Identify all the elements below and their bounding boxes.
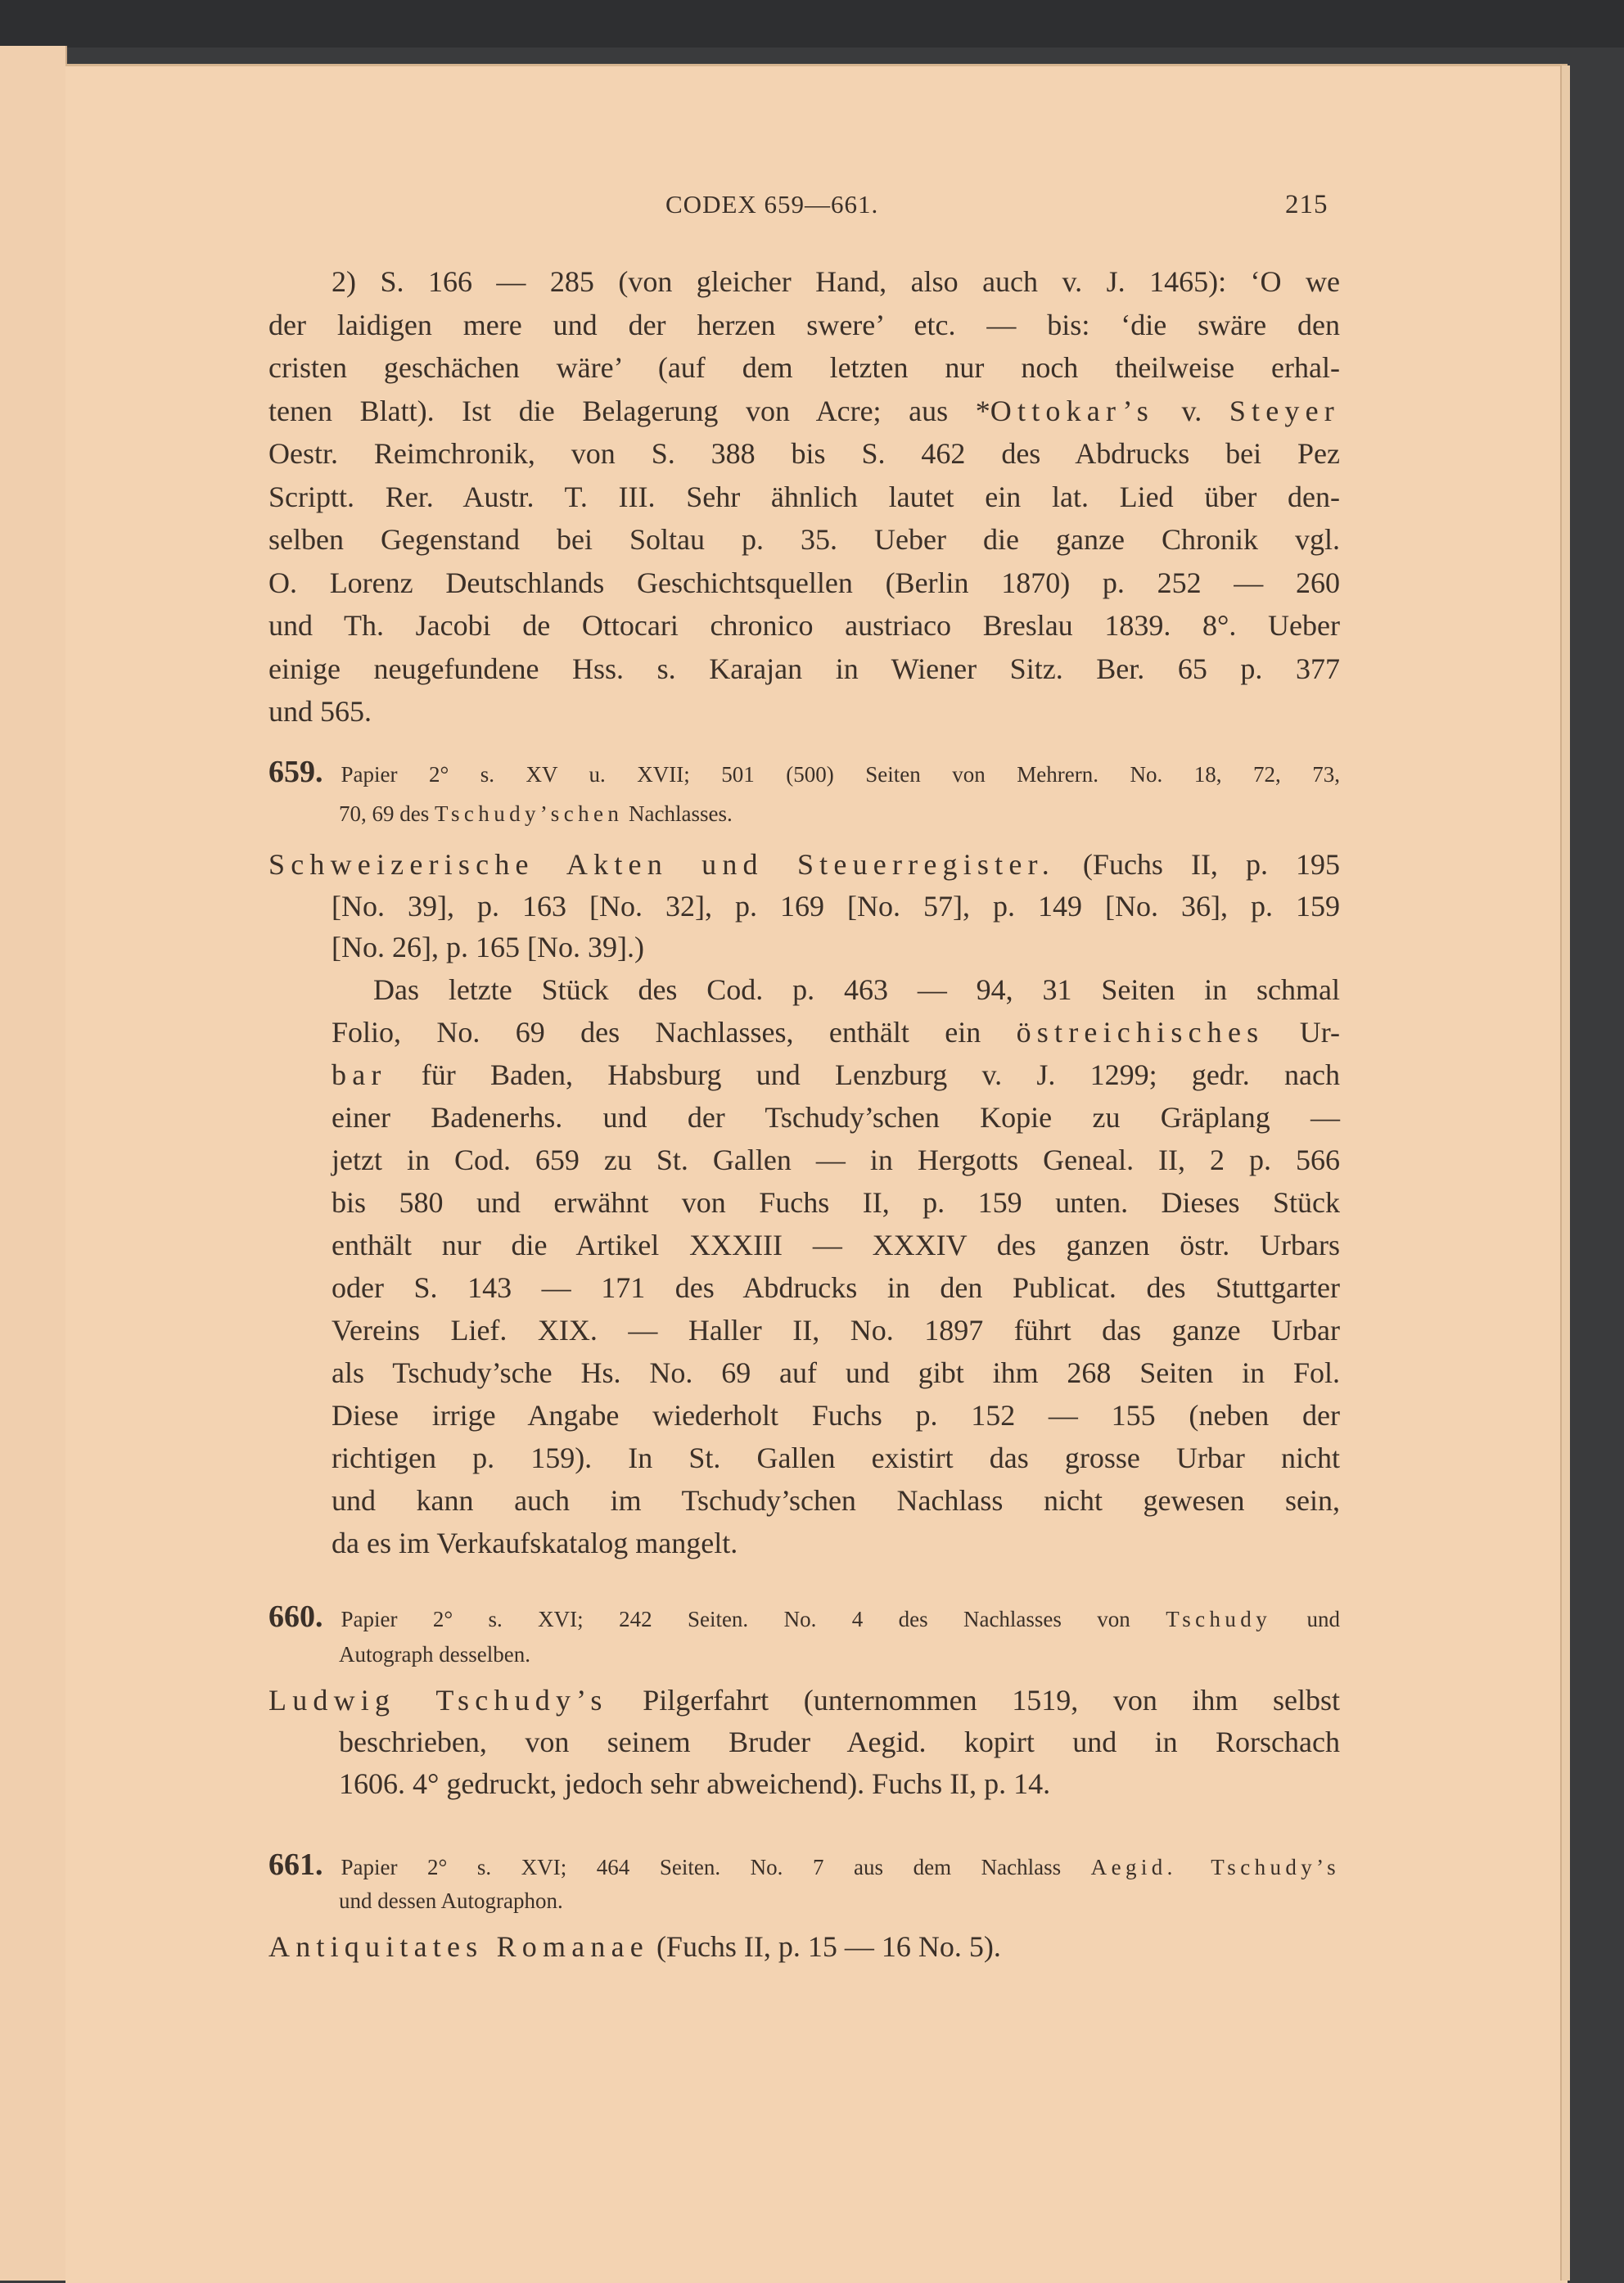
text-segment: und kann auch im Tschudy’schen Nachlass nicht gewesen sein, (332, 1484, 1340, 1517)
spaced-text-segment: Ottokar’s (990, 394, 1154, 427)
text-segment: da es im Verkaufskatalog mangelt. (332, 1527, 738, 1559)
text-line (332, 1181, 1340, 1224)
text-segment: und dessen Autographon. (339, 1888, 563, 1913)
text-segment: enthält nur die Artikel XXXIII — XXXIV des ganzen östr. Urbars (332, 1229, 1340, 1261)
text-line (332, 260, 1340, 304)
spaced-text-segment: Antiquitates Romanae (268, 1930, 649, 1963)
page-edge (1560, 65, 1570, 2281)
spaced-text-segment: Ludwig Tschudy’s (268, 1684, 608, 1717)
text-segment: 70, 69 des (339, 801, 435, 826)
text-segment: tenen Blatt). Ist die Belagerung von Acre; aus * (268, 394, 990, 427)
text-line (332, 1351, 1340, 1394)
text-segment: für Baden, Habsburg und Lenzburg v. J. 1299; gedr. nach (386, 1058, 1340, 1091)
text-line (332, 927, 1340, 968)
spaced-text-segment: Aegid. Tschudy’s (1090, 1855, 1340, 1879)
text-segment: und Th. Jacobi de Ottocari chronico austriaco Breslau 1839. 8°. Ueber (268, 609, 1340, 642)
text-line (268, 476, 1340, 519)
text-line (268, 844, 1340, 886)
text-line (268, 751, 1340, 796)
text-line (332, 1266, 1340, 1309)
text-line (332, 1394, 1340, 1437)
text-segment: cristen geschächen wäre’ (auf dem letzten nur noch theilweise erhal- (268, 351, 1340, 384)
text-segment: Scriptt. Rer. Austr. T. III. Sehr ähnlich lautet ein lat. Lied über den- (268, 480, 1340, 513)
codex-number: 661. (268, 1848, 323, 1882)
text-segment: jetzt in Cod. 659 zu St. Gallen — in Hergotts Geneal. II, 2 p. 566 (332, 1144, 1340, 1176)
text-segment: Folio, No. 69 des Nachlasses, enthält ein (332, 1016, 1017, 1049)
text-segment: bis 580 und erwähnt von Fuchs II, p. 159 unten. Dieses Stück (332, 1186, 1340, 1219)
text-line (373, 968, 1340, 1011)
text-line (332, 1011, 1340, 1054)
text-line (332, 1139, 1340, 1181)
text-line (268, 604, 1340, 647)
text-line (332, 1309, 1340, 1351)
scan-background-top (0, 0, 1624, 47)
text-segment: O. Lorenz Deutschlands Geschichtsquellen (Berlin 1870) p. 252 — 260 (268, 566, 1340, 599)
text-segment: der laidigen mere und der herzen swere’ etc. — bis: ‘die swäre den (268, 308, 1340, 341)
text-segment: Pilgerfahrt (unternommen 1519, von ihm selbst (607, 1684, 1340, 1717)
page-number: 215 (1285, 190, 1329, 219)
spaced-text-segment: bar (332, 1058, 387, 1091)
text-line (339, 793, 1340, 835)
text-line (332, 1224, 1340, 1266)
text-line (268, 562, 1340, 605)
text-line (332, 1479, 1340, 1522)
text-segment: 2) S. 166 — 285 (von gleicher Hand, also auch v. J. 1465): ‘O we (332, 265, 1340, 298)
text-line (268, 1598, 1340, 1638)
text-segment: Diese irrige Angabe wiederholt Fuchs p. 152 — 155 (neben der (332, 1399, 1340, 1432)
text-line (268, 1680, 1340, 1721)
text-segment: v. (1153, 394, 1229, 427)
text-segment: einige neugefundene Hss. s. Karajan in Wiener Sitz. Ber. 65 p. 377 (268, 652, 1340, 685)
text-line (332, 1437, 1340, 1479)
text-segment: und 565. (268, 695, 372, 728)
text-segment: (Fuchs II, p. 195 (1054, 848, 1340, 881)
text-line (332, 1096, 1340, 1139)
text-segment: und (1271, 1607, 1340, 1631)
text-line (332, 886, 1340, 927)
spaced-text-segment: Schweizerische Akten und Steuerregister. (268, 848, 1055, 881)
text-segment: als Tschudy’sche Hs. No. 69 auf und gibt ihm 268 Seiten in Fol. (332, 1356, 1340, 1389)
running-header: CODEX 659—661. (665, 190, 879, 219)
text-line (268, 647, 1340, 691)
spaced-text-segment: Tschudy’schen (435, 801, 624, 826)
text-segment: Papier 2° s. XVI; 242 Seiten. No. 4 des Nachlasses von (341, 1607, 1166, 1631)
text-segment: Oestr. Reimchronik, von S. 388 bis S. 462 des Abdrucks bei Pez (268, 437, 1340, 470)
codex-number: 660. (268, 1599, 323, 1634)
text-segment: einer Badenerhs. und der Tschudy’schen Kopie zu Gräplang — (332, 1101, 1340, 1134)
previous-page-edge (0, 46, 67, 2281)
text-segment: [No. 39], p. 163 [No. 32], p. 169 [No. 57], p. 149 [No. 36], p. 159 (332, 889, 1340, 923)
text-segment: (Fuchs II, p. 15 — 16 No. 5). (648, 1930, 1001, 1963)
text-segment: selben Gegenstand bei Soltau p. 35. Ueber die ganze Chronik vgl. (268, 523, 1340, 556)
text-segment: Das letzte Stück des Cod. p. 463 — 94, 31 Seiten in schmal (373, 973, 1340, 1006)
text-segment: richtigen p. 159). In St. Gallen existirt das grosse Urbar nicht (332, 1442, 1340, 1474)
spaced-text-segment: Steyer (1229, 394, 1340, 427)
text-segment: beschrieben, von seinem Bruder Aegid. kopirt und in Rorschach (339, 1726, 1340, 1758)
text-line (332, 1522, 1340, 1564)
spaced-text-segment: östreichisches (1016, 1016, 1265, 1049)
text-line (268, 518, 1340, 562)
text-segment: oder S. 143 — 171 des Abdrucks in den Publicat. des Stuttgarter (332, 1271, 1340, 1304)
text-line (268, 432, 1340, 476)
text-segment: Autograph desselben. (339, 1642, 530, 1667)
text-segment: Papier 2° s. XV u. XVII; 501 (500) Seiten von Mehrern. No. 18, 72, 73, (341, 762, 1340, 787)
text-line (332, 1054, 1340, 1096)
text-line (339, 1721, 1340, 1763)
text-line (339, 1636, 1340, 1673)
text-segment: Nachlasses. (623, 801, 733, 826)
codex-number: 659. (268, 755, 323, 789)
text-line (268, 304, 1340, 347)
text-line (339, 1763, 1340, 1805)
text-line (268, 390, 1340, 433)
text-line (268, 346, 1340, 390)
text-line (268, 1925, 1340, 1968)
text-line (268, 690, 1340, 733)
spaced-text-segment: Tschudy (1166, 1607, 1272, 1631)
text-segment: Papier 2° s. XVI; 464 Seiten. No. 7 aus dem Nachlass (341, 1855, 1091, 1879)
text-segment: [No. 26], p. 165 [No. 39].) (332, 931, 644, 963)
text-segment: Ur- (1264, 1016, 1340, 1049)
text-segment: Vereins Lief. XIX. — Haller II, No. 1897 führt das ganze Urbar (332, 1314, 1340, 1347)
text-line (339, 1883, 1340, 1919)
text-line (268, 1847, 1340, 1885)
text-segment: 1606. 4° gedruckt, jedoch sehr abweichend). Fuchs II, p. 14. (339, 1767, 1051, 1800)
